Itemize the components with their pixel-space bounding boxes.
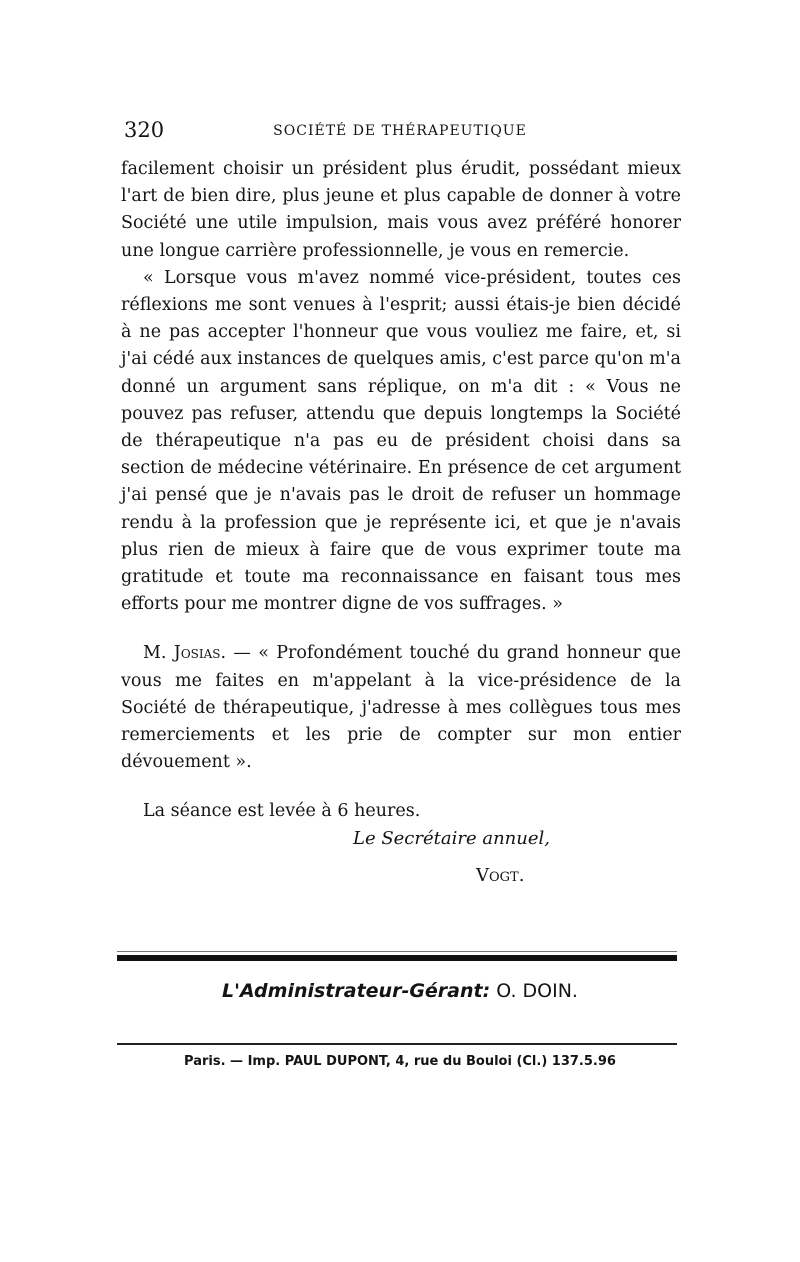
speaker-name: M. Josias. [143,643,227,664]
divider-line-thick [117,955,677,961]
divider-line-thin [117,951,677,952]
paragraph-continuation: facilement choisir un président plus érudit, possédant mieux l'art de bien dire, plus jeune et plus capable de donner à votre Société une utile impulsion, mais vous avez préféré honorer une longue carrière professionnelle, je vous en remercie. [121,159,681,261]
imprint-role: L'Administrateur-Gérant: [222,980,491,1002]
body-text [121,156,681,826]
paragraph-closing: La séance est levée à 6 heures. [143,801,421,822]
imprint-line [0,980,800,1002]
paragraph-josias [121,640,681,776]
page-number: 320 [124,118,165,142]
journal-title: SOCIÉTÉ DE THÉRAPEUTIQUE [273,123,527,139]
speaker-text: — « Profondément touché du grand honneur que vous me faites en m'appelant à la vice-présidence de la Société de thérapeutique, j'adresse à mes collègues tous mes remerciements et les prie de compter sur mon entier dévouement ». [121,643,682,773]
printer-line: Paris. — Imp. PAUL DUPONT, 4, rue du Bouloi (Cl.) 137.5.96 [184,1054,616,1069]
divider-line-bottom [117,1043,677,1045]
running-head [120,118,680,148]
paragraph-quote: « Lorsque vous m'avez nommé vice-président, toutes ces réflexions me sont venues à l'esprit; aussi étais-je bien décidé à ne pas accepter l'honneur que vous vouliez me faire, et, si j'ai cédé aux instances de quelques amis, c'est parce qu'on m'a donné un argument sans réplique, on m'a dit : « Vous ne pouvez pas refuser, attendu que depuis longtemps la Société de thérapeutique n'a pas eu de président choisi dans sa section de médecine vétérinaire. En présence de cet argument j'ai pensé que je n'avais pas le droit de refuser un hommage rendu à la profession que je représente ici, et que je n'avais plus rien de mieux à faire que de vous exprimer toute ma gratitude et toute ma reconnaissance en faisant tous mes efforts pour me montrer digne de vos suffrages. » [121,267,681,615]
secretary-title: Le Secrétaire annuel, [353,828,550,849]
secretary-name: Vogt. [476,865,525,886]
imprint-name: O. DOIN. [496,980,578,1002]
